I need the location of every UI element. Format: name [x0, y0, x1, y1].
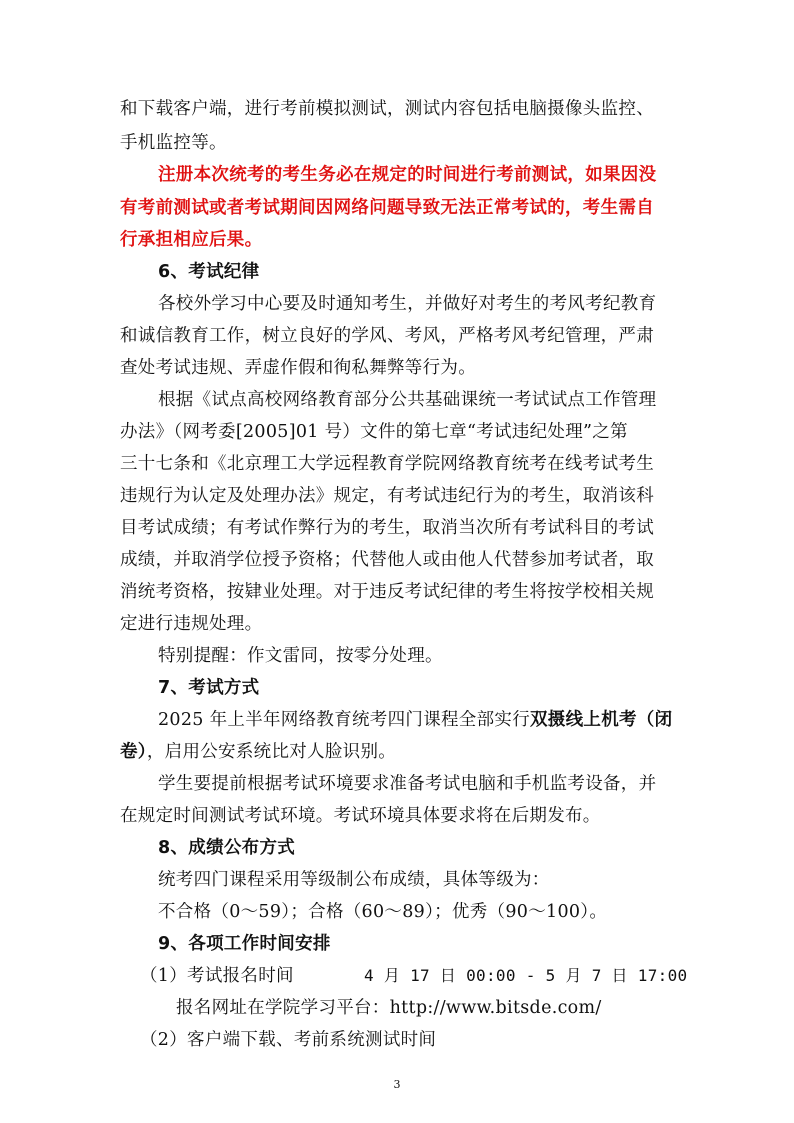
paragraph-text: 2025 年上半年网络教育统考四门课程全部实行 [158, 710, 530, 730]
grade-levels: 不合格（0～59）；合格（60～89）；优秀（90～100）。 [158, 902, 608, 922]
warning-line: 有考前测试或者考试期间因网络问题导致无法正常考试的，考生需自 [120, 198, 654, 218]
paragraph-line: 根据《试点高校网络教育部分公共基础课统一考试试点工作管理 [158, 390, 657, 410]
schedule-time: 4 月 17 日 00:00 - 5 月 7 日 17:00 [364, 966, 688, 985]
emphasis-text: 双摄线上机考（闭 [530, 710, 673, 730]
warning-line: 行承担相应后果。 [120, 230, 263, 250]
paragraph-line [120, 740, 396, 764]
paragraph-line: 手机监控等。 [120, 133, 227, 153]
section-heading-9: 9、各项工作时间安排 [158, 934, 331, 954]
paragraph-line [158, 708, 672, 732]
paragraph-line: 和诚信教育工作，树立良好的学风、考风，严格考风考纪管理，严肃 [120, 326, 654, 346]
schedule-label: （1）考试报名时间 [140, 966, 294, 986]
paragraph-line: 三十七条和《北京理工大学远程教育学院网络教育统考在线考试考生 [120, 454, 654, 474]
paragraph-line: 办法》（网考委[2005]01 号）文件的第七章“考试违纪处理”之第 [120, 422, 628, 442]
schedule-item-2: （2）客户端下载、考前系统测试时间 [140, 1030, 437, 1050]
paragraph-line: 目考试成绩；有考试作弊行为的考生，取消当次所有考试科目的考试 [120, 518, 654, 538]
section-heading-8: 8、成绩公布方式 [158, 838, 296, 858]
paragraph-line: 学生要提前根据考试环境要求准备考试电脑和手机监考设备，并 [158, 774, 657, 794]
paragraph-line: 消统考资格，按肄业处理。对于违反考试纪律的考生将按学校相关规 [120, 582, 654, 602]
schedule-item-1 [140, 964, 688, 988]
paragraph-line: 成绩，并取消学位授予资格；代替他人或由他人代替参加考试者，取 [120, 550, 654, 570]
registration-url-line [176, 996, 602, 1020]
paragraph-text: ，启用公安系统比对人脸识别。 [146, 742, 397, 762]
paragraph-line: 定进行违规处理。 [120, 614, 263, 634]
paragraph-line: 和下载客户端，进行考前模拟测试，测试内容包括电脑摄像头监控、 [120, 99, 654, 119]
paragraph-line: 违规行为认定及处理办法》规定，有考试违纪行为的考生，取消该科 [120, 486, 654, 506]
paragraph-line: 各校外学习中心要及时通知考生，并做好对考生的考风考纪教育 [158, 294, 657, 314]
paragraph-line: 查处考试违规、弄虚作假和徇私舞弊等行为。 [120, 358, 476, 378]
section-heading-7: 7、考试方式 [158, 678, 260, 698]
emphasis-text: 卷） [120, 742, 147, 762]
page-number: 3 [393, 1078, 401, 1091]
paragraph-line: 统考四门课程采用等级制公布成绩，具体等级为： [158, 870, 550, 890]
paragraph-line: 特别提醒：作文雷同，按零分处理。 [158, 646, 443, 666]
registration-url: 报名网址在学院学习平台：http://www.bitsde.com/ [176, 998, 602, 1018]
paragraph-line: 在规定时间测试考试环境。考试环境具体要求将在后期发布。 [120, 806, 601, 826]
warning-line: 注册本次统考的考生务必在规定的时间进行考前测试，如果因没 [158, 165, 657, 185]
section-heading-6: 6、考试纪律 [158, 262, 260, 282]
